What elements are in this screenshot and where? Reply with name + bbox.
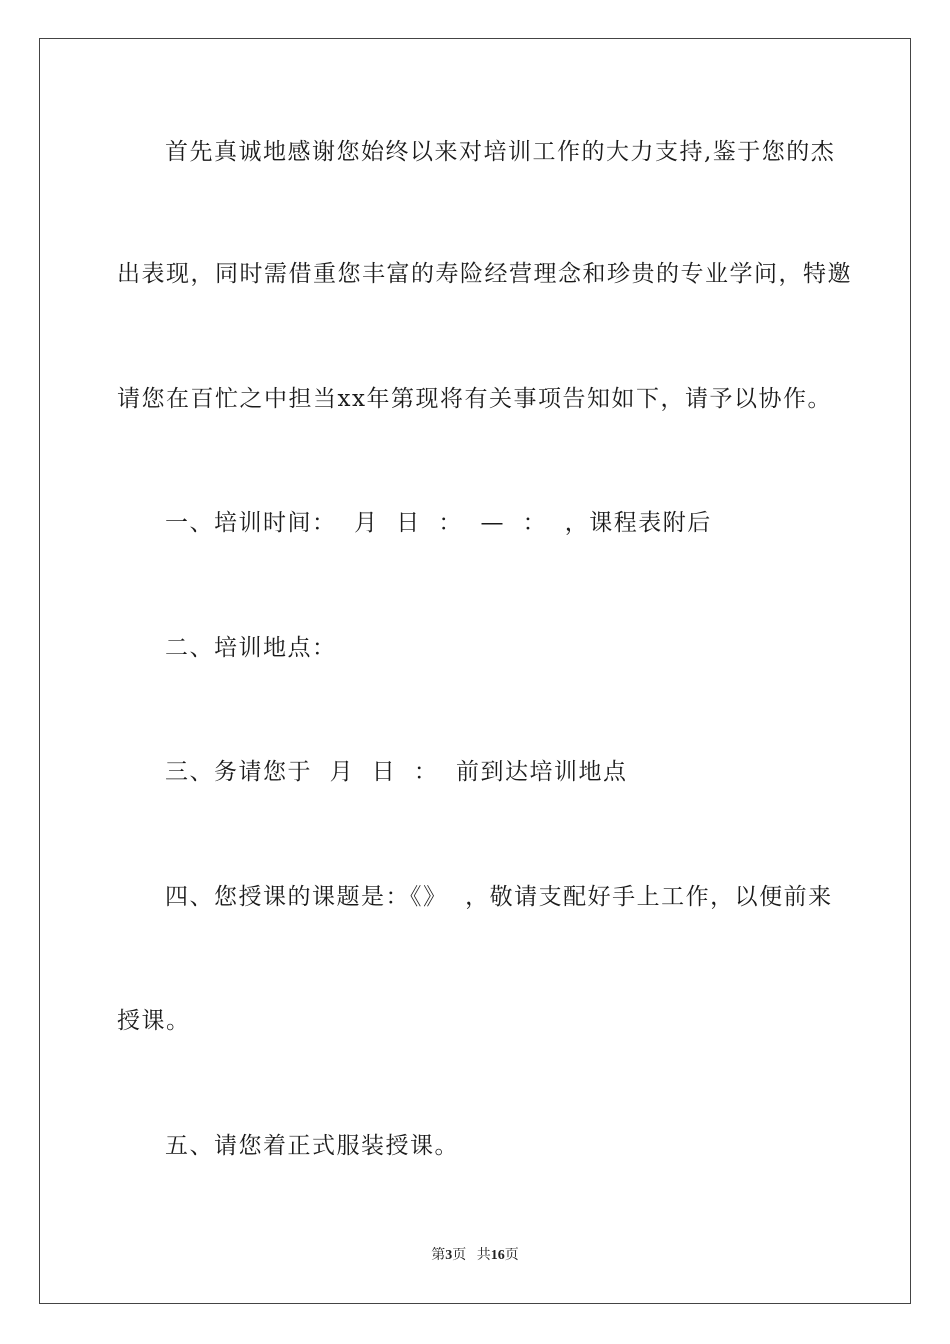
item-training-time: 一、培训时间： 月 日 ： — ： ，课程表附后 xyxy=(165,510,712,536)
item-course-topic-continued: 授课。 xyxy=(117,1008,191,1034)
total-prefix: 共 xyxy=(476,1248,491,1263)
body-paragraph-1-line-2: 出表现，同时需借重您丰富的寿险经营理念和珍贵的专业学问，特邀 xyxy=(117,261,852,287)
total-pages: 16 xyxy=(490,1248,505,1263)
total-suffix: 页 xyxy=(504,1248,519,1263)
body-paragraph-1-line-1: 首先真诚地感谢您始终以来对培训工作的大力支持,鉴于您的杰 xyxy=(165,139,836,165)
page-footer xyxy=(0,1246,950,1266)
body-paragraph-1-line-3: 请您在百忙之中担当xx年第现将有关事项告知如下，请予以协作。 xyxy=(117,386,832,412)
page-number: 3 xyxy=(445,1248,453,1263)
page-suffix: 页 xyxy=(452,1248,467,1263)
item-course-topic: 四、您授课的课题是：《》 ，敬请支配好手上工作，以便前来 xyxy=(165,884,833,910)
item-training-location: 二、培训地点： xyxy=(165,635,337,661)
page-frame xyxy=(39,38,911,1304)
item-arrival-time: 三、务请您于 月 日 ： 前到达培训地点 xyxy=(165,759,628,785)
item-dress-code: 五、请您着正式服装授课。 xyxy=(165,1133,459,1159)
page-prefix: 第 xyxy=(431,1248,446,1263)
